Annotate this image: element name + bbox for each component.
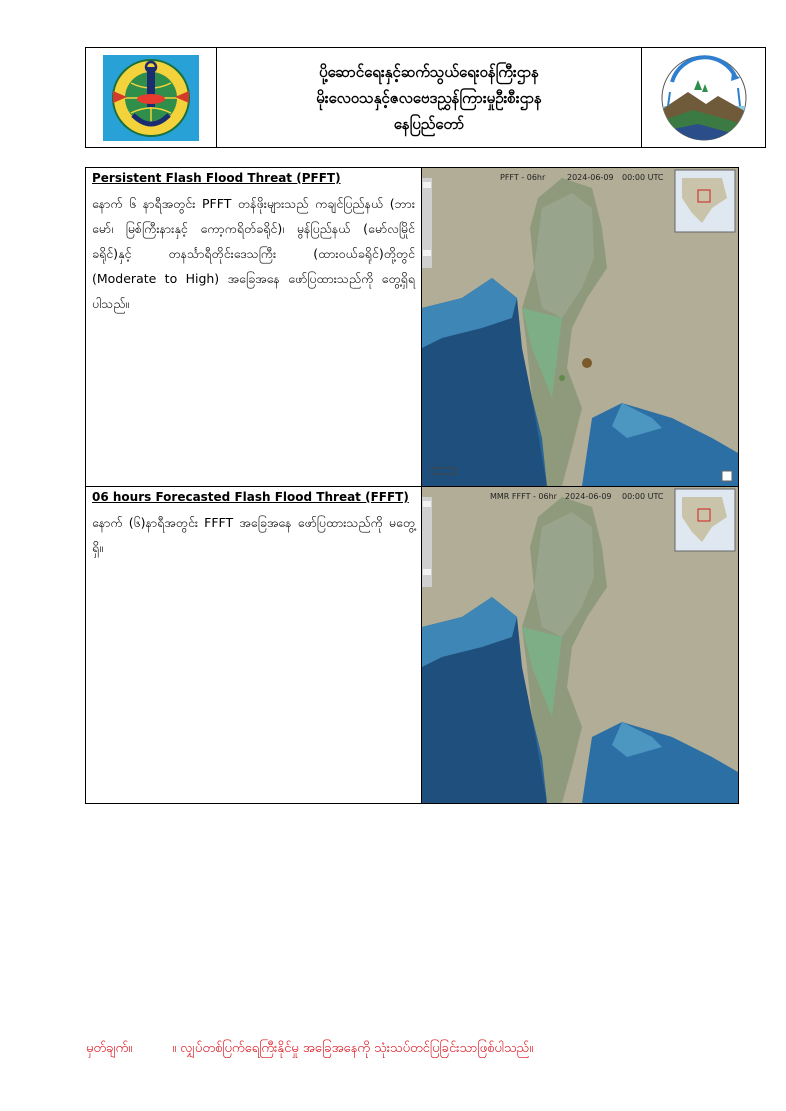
right-logo-cell: [641, 48, 765, 147]
footer-text: ။ လျှပ်တစ်ပြက်ရေကြီးနိုင်မှု အခြေအနေကို သုံးသပ်တင်ပြခြင်းသာဖြစ်ပါသည်။: [172, 1041, 534, 1056]
pfft-map: [422, 168, 738, 486]
pfft-text-column: [86, 168, 422, 486]
pfft-map-image: [422, 168, 738, 486]
footer-note: [86, 1040, 686, 1059]
pfft-map-title: PFFT - 06hr: [500, 173, 546, 182]
city-name: နေပြည်တော်: [393, 114, 465, 133]
department-name: မိုးလေဝသနှင့်ဇလဗေဒညွှန်ကြားမှုဦးစီးဌာန: [316, 88, 542, 107]
ffft-map-date: 2024-06-09: [565, 492, 612, 501]
pfft-section: [85, 167, 739, 487]
ffft-text-column: [86, 487, 422, 803]
footer-label: မှတ်ချက်။: [86, 1041, 133, 1056]
ffft-map: [422, 487, 738, 803]
ministry-name: ပို့ဆောင်ရေးနှင့်ဆက်သွယ်ရေးဝန်ကြီးဌာန: [319, 62, 539, 81]
ffft-map-time: 00:00 UTC: [622, 492, 664, 501]
pfft-description: နောက် ၆ နာရီအတွင်း PFFT တန်ဖိုးများသည် ကချင်ပြည်နယ် (ဘားမော်၊ မြစ်ကြီးနားနှင့် ကော့ကရိတ်ခရိုင်)၊ မွန်ပြည်နယ် (မော်လမြိုင်ခရိုင်)နှင့် တနင်္သာရီတိုင်းဒေသကြီး (ထားဝယ်ခရိုင်)တို့တွင် (Moderate to High) အခြေအနေ ဖော်ပြထားသည်ကို တွေ့ရှိရပါသည်။: [92, 196, 415, 311]
header-titles: [217, 48, 641, 147]
ministry-emblem-icon: [103, 55, 199, 141]
document-header: [85, 47, 766, 148]
ffft-description: နောက် (၆)နာရီအတွင်း FFFT အခြေအနေ ဖော်ပြထားသည်ကို မတွေ့ရှိ။: [92, 515, 415, 555]
pfft-map-date: 2024-06-09: [567, 173, 614, 182]
ffft-section: [85, 486, 739, 804]
ffft-map-title: MMR FFFT - 06hr: [490, 492, 557, 501]
hydrology-cycle-emblem-icon: [658, 52, 750, 144]
pfft-title: Persistent Flash Flood Threat (PFFT): [92, 171, 341, 185]
pfft-map-time: 00:00 UTC: [622, 173, 664, 182]
left-logo-cell: [86, 48, 217, 147]
ffft-map-image: [422, 487, 738, 803]
ffft-title: 06 hours Forecasted Flash Flood Threat (FFFT): [92, 490, 409, 504]
